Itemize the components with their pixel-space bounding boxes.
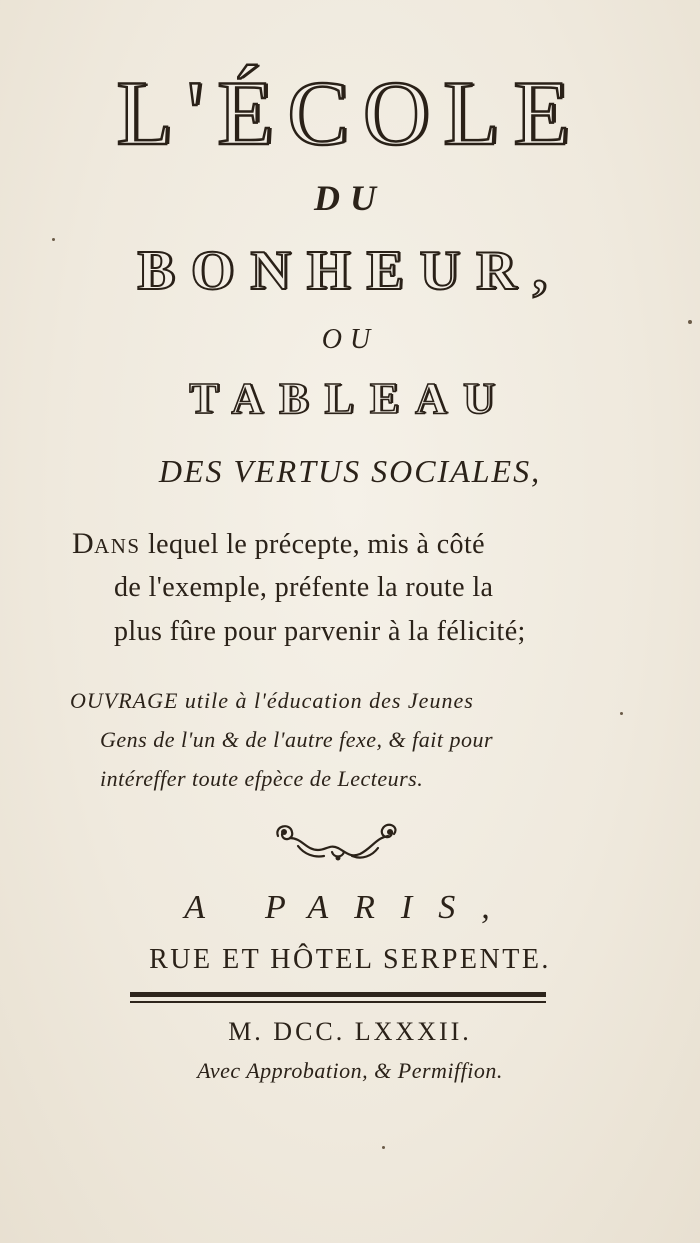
description-initial: D xyxy=(72,527,95,560)
title-line-ou: OU xyxy=(321,324,379,355)
paper-speck xyxy=(688,320,692,324)
double-rule-thin xyxy=(130,1001,546,1003)
approbation-line: Avec Approbation, & Permiffion. xyxy=(197,1058,503,1083)
title-line-tableau: TABLEAU xyxy=(189,374,511,423)
imprint-city: A PARIS, xyxy=(184,889,516,926)
title-line-vertus: DES VERTUS SOCIALES, xyxy=(158,453,542,489)
subtitle-line-1: OUVRAGE utile à l'éducation des Jeunes xyxy=(70,688,474,713)
imprint-address: RUE ET HÔTEL SERPENTE. xyxy=(149,944,551,975)
description-line-1-rest: lequel le précepte, mis à côté xyxy=(140,529,485,560)
description-line-2: de l'exemple, préfente la route la xyxy=(114,572,494,603)
title-line-bonheur: BONHEUR, xyxy=(137,240,563,302)
paper-speck xyxy=(382,1146,385,1149)
subtitle-line-2: Gens de l'un & de l'autre fexe, & fait pour xyxy=(100,727,494,752)
fleuron-ornament-icon xyxy=(268,818,408,868)
publication-date: M. DCC. LXXXII. xyxy=(228,1017,472,1046)
title-line-ecole: L'ÉCOLE xyxy=(116,62,584,164)
title-line-du: DU xyxy=(314,178,386,218)
paper-speck xyxy=(620,712,623,715)
description-first-word-rest: ANS xyxy=(94,534,141,558)
description-line-1 xyxy=(72,522,485,568)
double-rule-thick xyxy=(130,992,546,997)
description-line-3: plus fûre pour parvenir à la félicité; xyxy=(114,616,526,647)
subtitle-line-3: intéreffer toute efpèce de Lecteurs. xyxy=(100,766,424,791)
paper-speck xyxy=(52,238,55,241)
